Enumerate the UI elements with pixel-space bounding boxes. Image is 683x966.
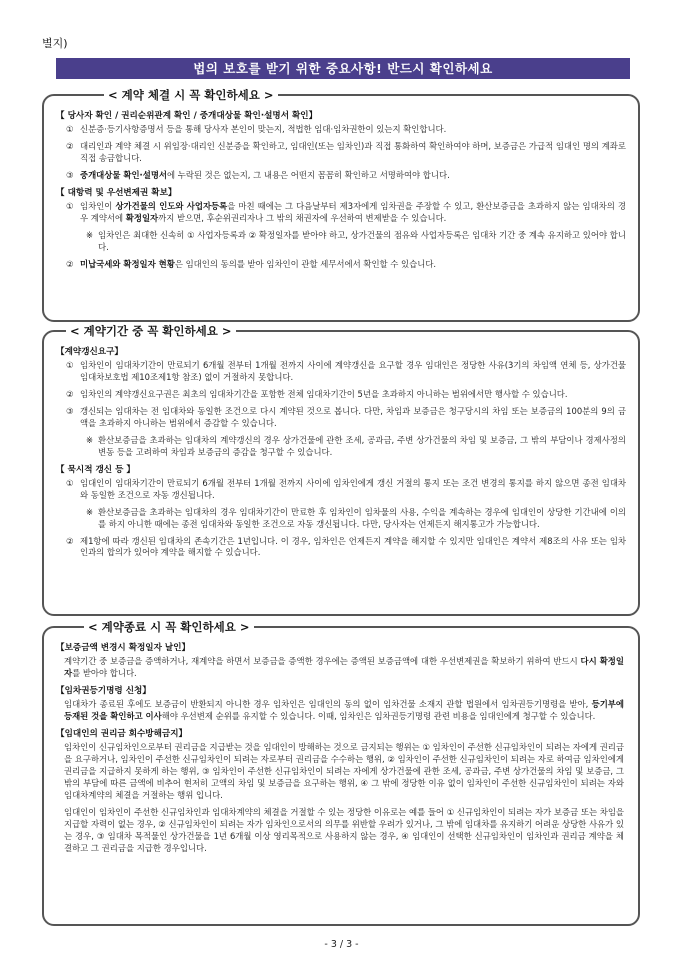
note-item: ※ 환산보증금을 초과하는 임대차의 계약갱신의 경우 상가건물에 관한 조세, 공과금, 주변 상가건물의 차임 및 보증금, 그 밖의 부담이나 경제사정의 변동 등을 고려하여 차임과 보증금의 증감을 청구할 수 있습니다.	[86, 434, 626, 457]
list-item: ① 임차인이 임대차기간이 만료되기 6개월 전부터 1개월 전까지 사이에 계약갱신을 요구할 경우 임대인은 정당한 사유(3기의 차임액 연체 등, 상가건물 임대차보호법 제10조제1항 참조) 없이 거절하지 못합니다.	[66, 360, 626, 383]
list-item: ② 임차인의 계약갱신요구권은 최초의 임대차기간을 포함한 전체 임대차기간이 5년을 초과하지 아니하는 범위에서만 행사할 수 있습니다.	[66, 389, 568, 400]
paragraph: 임대인이 임차인이 주선한 신규임차인과 임대차계약의 체결을 거절할 수 있는 정당한 이유로는 예를 들어 ① 신규임차인이 되려는 자가 보증금 또는 차임을 지급할 자력이 없는 경우, ② 신규임차인이 되려는 자가 임차인으로서의 의무를 위반할 우려가 있거나, 그 밖에 임대차를 유지하기 어려운 상당한 사유가 있는 경우, ③ 임대차 목적물인 상가건물을 1년 6개월 이상 영리목적으로 사용하지 않는 경우, ④ 임대인이 선택한 신규임차인이 임차인과 권리금 계약을 체결하고 그 권리금을 지급한 경우입니다.	[64, 806, 624, 853]
section-title: < 계약기간 중 꼭 확인하세요 >	[66, 323, 236, 339]
note-item: ※ 임차인은 최대한 신속히 ① 사업자등록과 ② 확정일자를 받아야 하고, 상가건물의 점유와 사업자등록은 임대차 기간 중 계속 유지하고 있어야 합니다.	[86, 229, 626, 252]
section-heading: 【계약갱신요구】	[56, 347, 123, 357]
list-item: ① 신분증·등기사항증명서 등을 통해 당사자 본인이 맞는지, 적법한 임대·임차권한이 있는지 확인합니다.	[66, 124, 447, 135]
section-title: < 계약 체결 시 꼭 확인하세요 >	[104, 87, 278, 103]
list-item: ② 대리인과 계약 체결 시 위임장·대리인 신분증을 확인하고, 임대인(또는 임차인)과 직접 통화하여 확인하여야 하며, 보증금은 가급적 임대인 명의 계좌로 직접 송금합니다.	[66, 141, 626, 164]
section-heading: 【보증금액 변경시 확정일자 날인】	[56, 643, 191, 653]
section-heading: 【 당사자 확인 / 권리순위관계 확인 / 중개대상물 확인·설명서 확인】	[56, 111, 318, 121]
paragraph: 임차인이 신규임차인으로부터 권리금을 지급받는 것을 임대인이 방해하는 것으로 금지되는 행위는 ① 임차인이 주선한 신규임차인이 되려는 자에게 권리금을 요구하거나, 임차인이 주선한 신규임차인이 되려는 자로부터 권리금을 수수하는 행위, ② 임차인이 주선한 신규임차인이 되려는 자로 하여금 임차인에게 권리금을 지급하지 못하게 하는 행위, ③ 임차인이 주선한 신규임차인이 되려는 자에게 상가건물에 관한 조세, 공과금, 주변 상가건물의 차임 및 보증금, 그 밖의 부담에 따른 금액에 비추어 현저히 고액의 차임 및 보증금을 요구하는 행위, ④ 그 밖에 정당한 이유 없이 임차인이 주선한 신규임차인이 되려는 자와 임대차계약의 체결을 거절하는 행위 입니다.	[64, 742, 624, 800]
list-item: ③ 갱신되는 임대차는 전 임대차와 동일한 조건으로 다시 계약된 것으로 봅니다. 다만, 차임과 보증금은 청구당시의 차임 또는 보증금의 100분의 9의 금액을 초과하지 아니하는 범위에서 증감할 수 있습니다.	[66, 405, 626, 428]
paragraph: 임대차가 종료된 후에도 보증금이 반환되지 아니한 경우 임차인은 임대인의 동의 없이 임차건물 소재지 관할 법원에서 임차권등기명령을 받아, 등기부에 등재된 것을 확인하고 이사해야 우선변제 순위를 유지할 수 있습니다. 이때, 임차인은 임차권등기명령 관련 비용을 임대인에게 청구할 수 있습니다.	[64, 699, 624, 722]
section-heading: 【임대인의 권리금 회수방해금지】	[56, 729, 188, 740]
section-title: < 계약종료 시 꼭 확인하세요 >	[84, 619, 254, 635]
contract-end-box	[42, 620, 640, 926]
section-heading: 【임차권등기명령 신청】	[56, 686, 151, 697]
contract-signing-box	[42, 88, 640, 322]
list-item: ② 제1항에 따라 갱신된 임대차의 존속기간은 1년입니다. 이 경우, 임차인은 언제든지 계약을 해지할 수 있지만 임대인은 계약서 제8조의 사유 또는 임차인과의 합의가 있어야 계약을 해지할 수 있습니다.	[66, 535, 626, 558]
contract-period-box	[42, 324, 640, 616]
annex-label: 별지)	[42, 37, 68, 50]
page-number: - 3 / 3 -	[324, 939, 359, 950]
page-banner: 법의 보호를 받기 위한 중요사항! 반드시 확인하세요	[56, 58, 630, 79]
paragraph: 계약기간 중 보증금을 증액하거나, 재계약을 하면서 보증금을 증액한 경우에는 증액된 보증금액에 대한 우선변제권을 확보하기 위하여 반드시 다시 확정일자를 받아야 합니다.	[64, 656, 624, 679]
section-heading: 【 대항력 및 우선변제권 확보】	[56, 187, 177, 198]
list-item: ① 임차인이 상가건물의 인도와 사업자등록을 마친 때에는 그 다음날부터 제3자에게 임차권을 주장할 수 있고, 환산보증금을 초과하지 않는 임대차의 경우 계약서에 확정일자까지 받으면, 후순위권리자나 그 밖의 채권자에 우선하여 변제받을 수 있습니다.	[66, 201, 626, 224]
section-heading: 【 묵시적 갱신 등 】	[56, 464, 135, 475]
list-item: ② 미납국세와 확정일자 현황은 임대인의 동의를 받아 임차인이 관할 세무서에서 확인할 수 있습니다.	[66, 258, 437, 269]
list-item: ① 임대인이 임대차기간이 만료되기 6개월 전부터 1개월 전까지 사이에 임차인에게 갱신 거절의 통지 또는 조건 변경의 통지를 하지 않으면 종전 임대차와 동일한 조건으로 자동 갱신됩니다.	[66, 477, 626, 500]
list-item: ③ 중개대상물 확인·설명서에 누락된 것은 없는지, 그 내용은 어떤지 꼼꼼히 확인하고 서명하여야 합니다.	[66, 169, 450, 180]
note-item: ※ 환산보증금을 초과하는 임대차의 경우 임대차기간이 만료한 후 임차인이 임차물의 사용, 수익을 계속하는 경우에 임대인이 상당한 기간내에 이의를 하지 아니한 때에는 종전 임대차와 동일한 조건으로 자동 갱신됩니다. 다만, 당사자는 언제든지 해지통고가 가능합니다.	[86, 506, 626, 529]
